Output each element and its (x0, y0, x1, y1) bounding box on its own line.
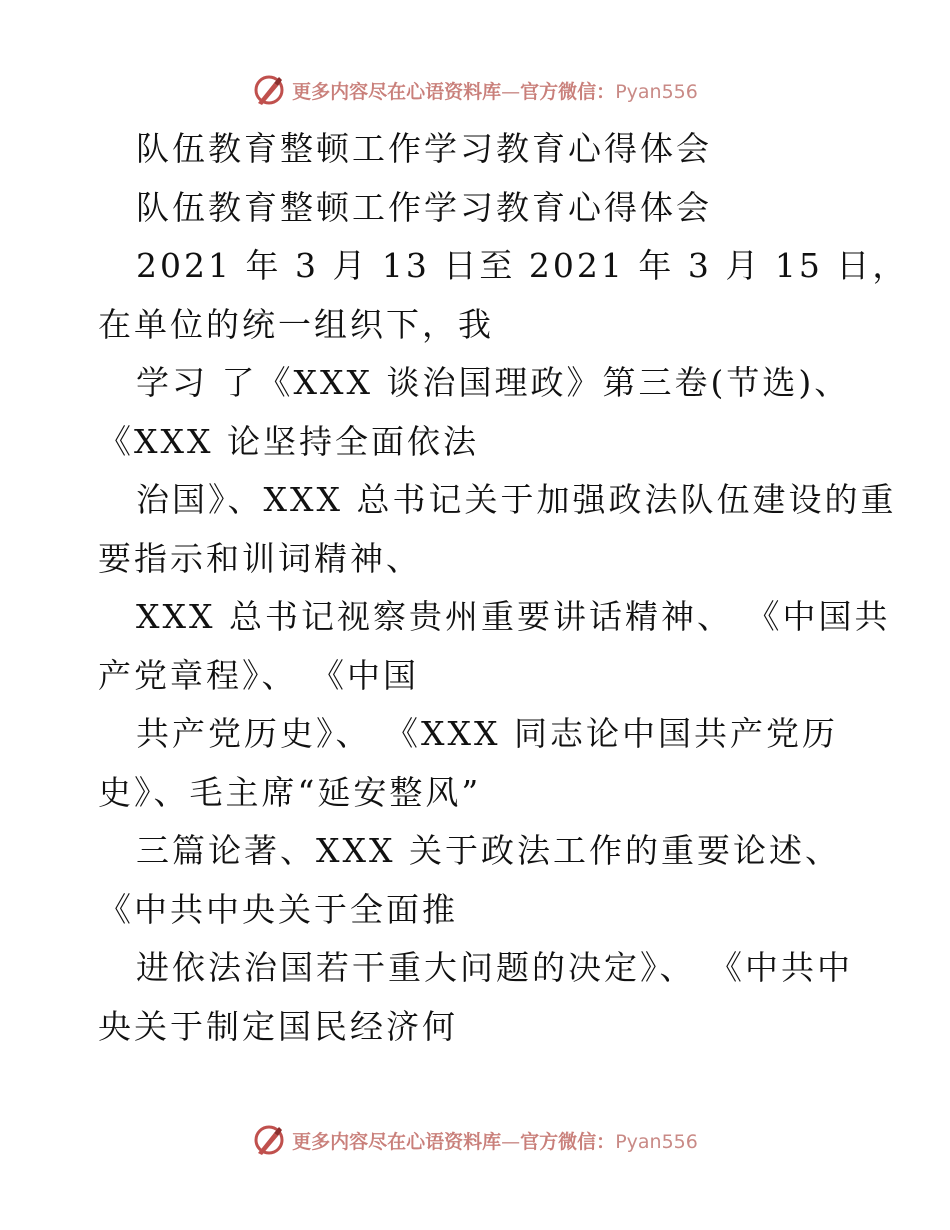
footer-banner (0, 1120, 950, 1160)
pen-logo-icon (252, 1123, 286, 1157)
doc-line-14: 《中共中央关于全面推 (98, 889, 458, 929)
doc-line-3: 2021 年 3 月 13 日至 2021 年 3 月 15 日， (136, 246, 909, 285)
document-body (98, 120, 909, 1056)
doc-line-7: 治国》、XXX 总书记关于加强政法队伍建设的重 (136, 480, 897, 519)
doc-line-13: 三篇论著、XXX 关于政法工作的重要论述、 (136, 831, 841, 870)
footer-brand: 更多内容尽在心语资料库 (292, 1130, 502, 1153)
doc-line-9: XXX 总书记视察贵州重要讲话精神、 《中国共 (136, 597, 891, 636)
doc-line-11: 共产党历史》、 《XXX 同志论中国共产党历 (136, 714, 838, 753)
doc-line-4: 在单位的统一组织下，我 (98, 304, 494, 344)
doc-line-1: 队伍教育整顿工作学习教育心得体会 (136, 129, 712, 168)
doc-line-12: 史》、毛主席“延安整风” (98, 772, 482, 812)
doc-line-16: 央关于制定国民经济何 (98, 1006, 458, 1046)
header-brand: 更多内容尽在心语资料库 (292, 80, 502, 103)
doc-line-15: 进依法治国若干重大问题的决定》、 《中共中 (136, 948, 853, 987)
header-wechat-label: 官方微信： (520, 80, 616, 103)
doc-line-8: 要指示和训词精神、 (98, 538, 422, 578)
header-banner-text (292, 77, 698, 104)
doc-line-2: 队伍教育整顿工作学习教育心得体会 (136, 187, 712, 227)
footer-wechat-label: 官方微信： (520, 1130, 616, 1153)
footer-dash: — (501, 1130, 521, 1153)
header-wechat-id: Pyan556 (615, 80, 698, 103)
header-banner (0, 70, 950, 110)
footer-banner-text (292, 1127, 698, 1154)
footer-wechat-id: Pyan556 (615, 1130, 698, 1153)
doc-line-5: 学习 了《XXX 谈治国理政》第三卷(节选)、 (136, 363, 851, 402)
pen-logo-icon (252, 73, 286, 107)
header-dash: — (501, 80, 521, 103)
doc-line-10: 产党章程》、 《中国 (98, 655, 419, 695)
doc-line-6: 《XXX 论坚持全面依法 (98, 421, 479, 461)
